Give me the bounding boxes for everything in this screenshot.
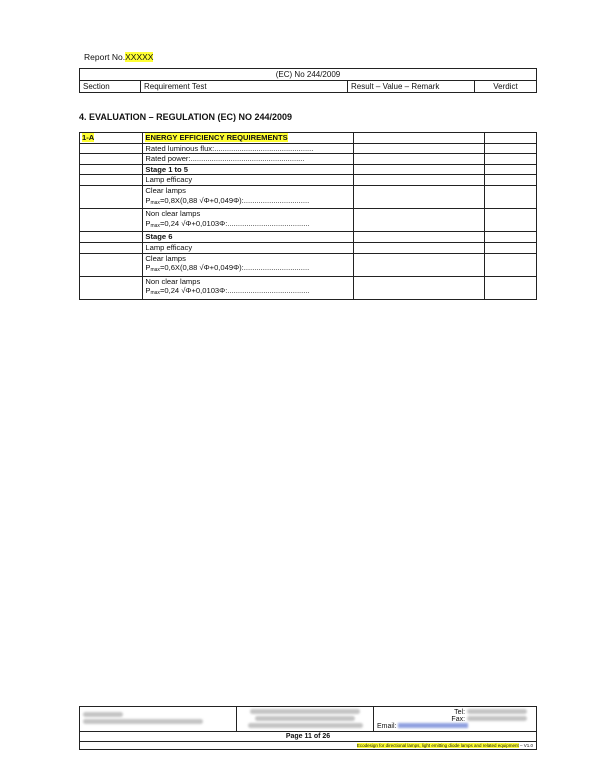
footer-address — [80, 707, 237, 732]
col-result: Result – Value – Remark — [348, 81, 475, 93]
formula-nonclear-stage-1-5: =0,24 √Φ+0,0103Φ: — [159, 218, 228, 228]
regulation-title: (EC) No 244/2009 — [80, 69, 537, 81]
stage-6-heading: Stage 6 — [143, 232, 353, 243]
footer-contact — [374, 707, 537, 732]
formula-nonclear-stage-6: =0,24 √Φ+0,0103Φ: — [159, 286, 228, 296]
rated-power-label: Rated power: — [145, 154, 191, 164]
evaluation-table — [79, 132, 537, 300]
email-label: Email: — [377, 722, 397, 730]
report-number-value: XXXXX — [125, 52, 154, 62]
non-clear-lamps-label: Non clear lamps — [145, 209, 201, 219]
fax-label: Fax: — [451, 715, 466, 723]
section-heading: ENERGY EFFICIENCY REQUIREMENTS — [145, 133, 288, 142]
footer-address-2 — [237, 707, 374, 732]
table-row: Rated luminous flux:............................................... — [80, 143, 537, 154]
formula-clear-stage-1-5: =0,8X(0,88 √Φ+0,049Φ): — [159, 195, 244, 205]
table-row: Non clear lamps $P_{max}=0,24$ √Φ+0,0103Φ:....................................... — [80, 276, 537, 299]
table-row — [80, 164, 537, 175]
table-row — [80, 133, 537, 144]
lamp-efficacy-label-2: Lamp efficacy — [143, 242, 353, 253]
pmax-subscript: max — [150, 267, 160, 274]
footer-note-version: – V1.0 — [518, 743, 533, 748]
col-verdict: Verdict — [475, 81, 537, 93]
section-title: 4. EVALUATION – REGULATION (EC) NO 244/2009 — [79, 112, 293, 122]
email-link[interactable] — [398, 723, 468, 728]
section-id: 1-A — [82, 133, 95, 142]
page-footer — [79, 706, 537, 750]
page-number: Page 11 of 26 — [80, 732, 537, 742]
report-number — [84, 52, 153, 62]
rated-flux-label: Rated luminous flux: — [145, 143, 215, 153]
table-row: Clear lamps $P_{max}=0,8X(0,88$ √Φ+0,049Φ):............................... — [80, 185, 537, 208]
pmax-subscript: max — [150, 222, 160, 229]
table-row: Clear lamps $P_{max}=0,6X(0,88$ √Φ+0,049Φ):............................... — [80, 253, 537, 276]
report-number-label: Report No. — [84, 52, 126, 62]
pmax-symbol: P — [145, 218, 151, 228]
non-clear-lamps-label-2: Non clear lamps — [145, 276, 201, 286]
formula-clear-stage-6: =0,6X(0,88 √Φ+0,049Φ): — [159, 263, 244, 273]
pmax-subscript: max — [150, 199, 160, 206]
clear-lamps-label: Clear lamps — [145, 185, 186, 195]
tel-label: Tel: — [454, 708, 466, 716]
col-requirement: Requirement Test — [141, 81, 348, 93]
table-row: Rated power:...................................................... — [80, 154, 537, 165]
pmax-subscript: max — [150, 290, 160, 297]
stage-1-5-heading: Stage 1 to 5 — [143, 164, 353, 175]
pmax-symbol: P — [145, 263, 151, 273]
pmax-symbol: P — [145, 195, 151, 205]
column-header-table — [79, 68, 537, 93]
footer-note-text: Ecodesign for directional lamps, light emitting diode lamps and related equipment — [356, 743, 519, 748]
clear-lamps-label-2: Clear lamps — [145, 253, 186, 263]
pmax-symbol: P — [145, 286, 151, 296]
table-row: Non clear lamps $P_{max}=0,24$ √Φ+0,0103Φ:....................................... — [80, 209, 537, 232]
col-section: Section — [80, 81, 141, 93]
footer-note — [80, 742, 537, 750]
table-row — [80, 175, 537, 186]
table-row — [80, 232, 537, 243]
table-row — [80, 242, 537, 253]
lamp-efficacy-label: Lamp efficacy — [143, 175, 353, 186]
